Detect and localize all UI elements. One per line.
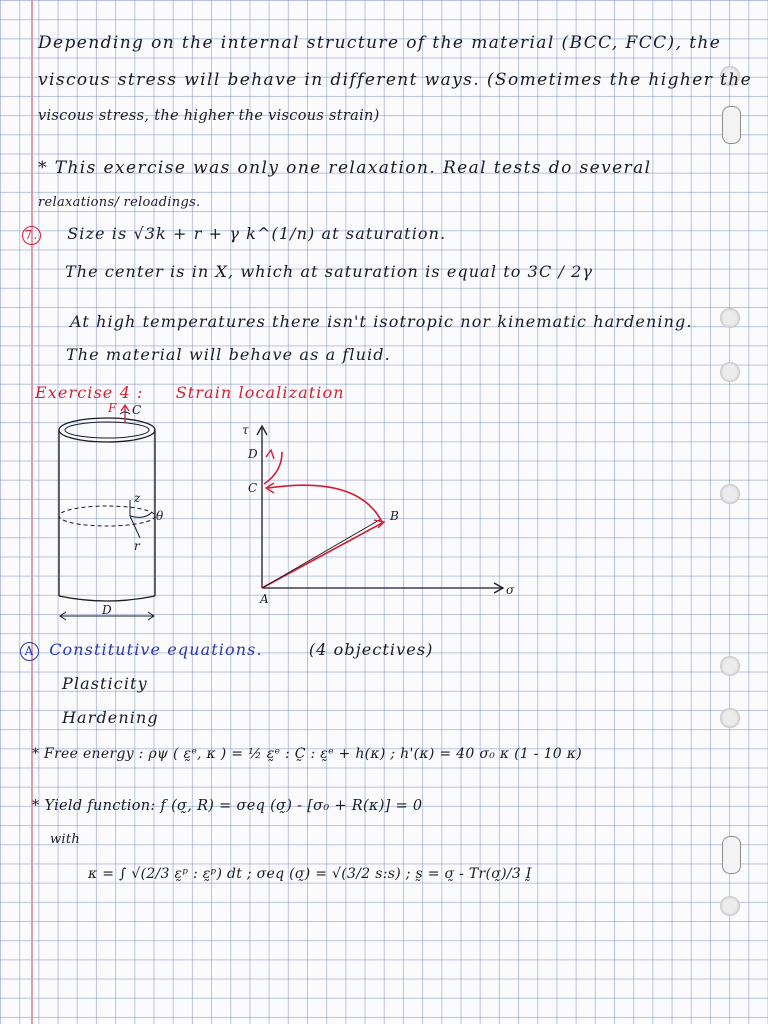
diameter-label: D: [102, 603, 112, 617]
theta-label: θ: [156, 509, 164, 523]
torque-label: C: [132, 403, 142, 417]
exercise-number: Exercise 4 :: [35, 383, 144, 402]
path-a-to-b: [262, 522, 384, 588]
binder-hole: [720, 308, 740, 328]
point-d-label: D: [248, 447, 258, 461]
binder-hole: [720, 708, 740, 728]
cylinder-figure: [50, 400, 175, 630]
point-b-label: B: [390, 509, 399, 523]
loading-path-figure: [238, 420, 528, 610]
binder-hole: [720, 656, 740, 676]
note-line-3: viscous stress, the higher the viscous strain): [38, 108, 380, 124]
note-line-8: At high temperatures there isn't isotropic nor kinematic hardening.: [70, 312, 693, 331]
path-d-arrowhead: [266, 450, 274, 459]
note-line-1: Depending on the internal structure of the material (BCC, FCC), the: [38, 33, 722, 53]
item-7-line: [22, 224, 446, 245]
theta-axis-arrow: [130, 512, 152, 517]
margin-line: [31, 0, 33, 1024]
item-7-marker: 7.: [22, 226, 41, 245]
sigma-label: σ: [506, 583, 515, 597]
section-a-title: Constitutive equations.: [49, 640, 263, 659]
force-label: F: [108, 401, 117, 415]
section-a-note: (4 objectives): [308, 640, 434, 659]
z-label: z: [134, 491, 141, 505]
path-b-to-c: [268, 485, 382, 522]
yield-function-equation: * Yield function: f (σ̰, R) = σeq (σ̰) - [σ₀ + R(κ)] = 0: [32, 798, 423, 814]
tau-label: τ: [242, 423, 249, 437]
point-c-label: C: [248, 481, 258, 495]
binder-hole: [720, 362, 740, 382]
binder-hole: [720, 896, 740, 916]
binder-hole: [720, 484, 740, 504]
note-line-6: Size is √3k + r + γ k^(1/n) at saturation.: [67, 224, 447, 243]
section-a-heading: [20, 640, 434, 661]
binder-slot: [722, 106, 741, 144]
point-a-label: A: [260, 592, 269, 606]
cylinder-section-ellipse: [59, 506, 155, 526]
r-label: r: [134, 539, 140, 553]
path-a-to-b-pencil: [262, 519, 381, 588]
note-line-9: The material will behave as a fluid.: [66, 345, 391, 364]
definitions-equation: κ = ∫ √(2/3 ε̰ᵖ : ε̰ᵖ) dt ; σeq (σ̰) = √(3/2 s:s) ; s̰ = σ̰ - Tr(σ̰)/3 Ḭ: [88, 866, 532, 882]
cylinder-top-inner-ellipse: [65, 422, 149, 438]
exercise-title: Strain localization: [175, 383, 345, 402]
cylinder-bottom-edge: [59, 596, 155, 601]
r-axis-arrow: [130, 516, 140, 538]
section-a-item-2: Hardening: [62, 708, 159, 727]
note-line-7: The center is in X, which at saturation is equal to 3C / 2γ: [65, 262, 594, 281]
note-line-5: relaxations/ reloadings.: [38, 195, 201, 210]
section-a-marker: A: [20, 642, 39, 661]
section-a-item-1: Plasticity: [62, 674, 148, 693]
note-line-4: * This exercise was only one relaxation. Real tests do several: [38, 158, 652, 178]
with-label: with: [50, 832, 81, 847]
binder-slot: [722, 836, 741, 874]
free-energy-equation: * Free energy : ρψ ( ε̰ᵉ, κ ) = ½ ε̰ᵉ : C̰ : ε̰ᵉ + h(κ) ; h'(κ) = 40 σ₀ κ (1 - 10 κ): [32, 746, 582, 762]
note-line-2: viscous stress will behave in different ways. (Sometimes the higher the: [38, 70, 753, 90]
